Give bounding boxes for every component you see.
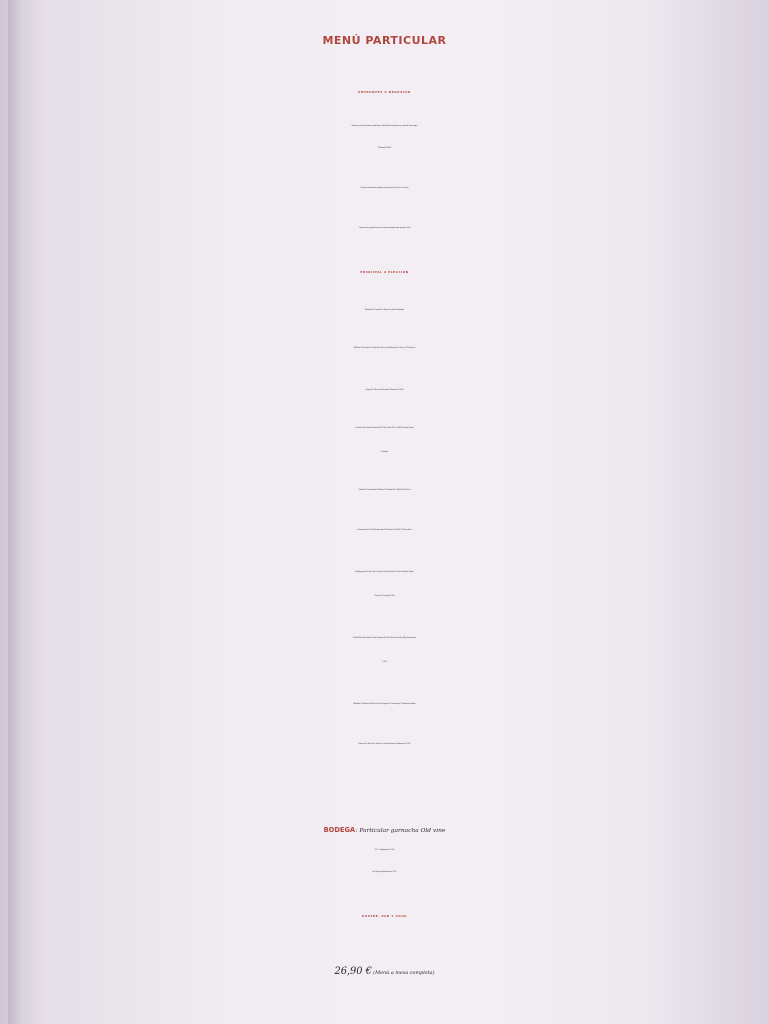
main-item-2: LÁMinas De Secreto De Cerdo A La Brasa Con Mahonesa De Curry Y Chimichurri: [353, 348, 416, 349]
main-item-1: Solomillo De Cerdo A La Brasa Con Salsa Roquefort: [364, 310, 405, 311]
starter-item-1: Tomate rosa, bonito frito escabechado, cebolla dulce de fuentes y aceite de oliva virgen: [351, 126, 418, 127]
main-item-7-cont: Tiernos De Lechuga Y Bbq: [374, 596, 395, 597]
wine-line-3: Las Margas (Suplemento 6,50€): [372, 872, 397, 873]
price-note: (Menú a mesa completa): [373, 970, 435, 976]
dessert-heading: POSTRE, PAN Y AGUA: [362, 914, 407, 918]
menu-title: MENÚ PARTICULAR: [322, 34, 447, 47]
starter-item-1-cont: “Hacienda El Palo”: [377, 148, 392, 149]
menu-price: 26,90 €: [334, 966, 372, 977]
main-item-4: Carrillera De Cerdo Glaseada 24H Al Vino Tinto D.O. CariÑEÑa Sobre Patata: [355, 428, 414, 429]
main-item-8: Costilla De Cerdo Asada En Dos Tiempos Al Estilo Bako Con Salsa BBq (Suplemento: [352, 638, 417, 639]
price-line: [0, 966, 769, 977]
wine-line-1: [0, 826, 769, 834]
main-item-3: Conejo A La Brasa Con Aceite De Romero Y Ali-Oli: [365, 390, 404, 391]
main-item-7: Hamburguesa De Vaca A La Brasa En Pan Brioche Con Salsa Cheddar, Brotes: [355, 572, 414, 573]
wine-line-2: 8.0.1. (Suplemento 6,50€): [374, 850, 395, 851]
main-item-6: Contramuslo De Pollo Deshuesado A La Brasa Con Ali-Oli Y Chimichurri: [357, 530, 412, 531]
main-item-10: Entrecot De Vaca A La Brasa Con Salsa Romescu (Suplemento 6,00€): [358, 744, 411, 745]
main-item-4-cont: Confitada: [380, 452, 389, 453]
page-fold-shadow: [8, 0, 22, 1024]
starter-item-2: Tarterica de lentejas estofadas con morcilla de Graus a la brasa: [360, 188, 409, 189]
main-item-9: Medallon De Merluza Al Horno Con Vinagreta De Chardonnay Y Verduritas Asadas: [353, 704, 416, 705]
wine-name: : Particular garnacha Old vine: [355, 828, 446, 834]
starters-heading: ENTRANTES A DEGUSTAR: [358, 90, 411, 94]
starter-item-3: Carpaccio de gamba blanca con sésamo tostado sobre pan de cristal: [358, 228, 411, 229]
main-item-8-cont: 5,00€): [382, 662, 387, 663]
wine-heading: BODEGA: [323, 826, 356, 834]
mains-heading: PRINCIPAL A ELECCIÓN: [360, 270, 409, 274]
main-item-5: Codillo De Cerdo Asado Al Horno Y Glaseado A La Miel Con Chucrut: [358, 490, 411, 491]
